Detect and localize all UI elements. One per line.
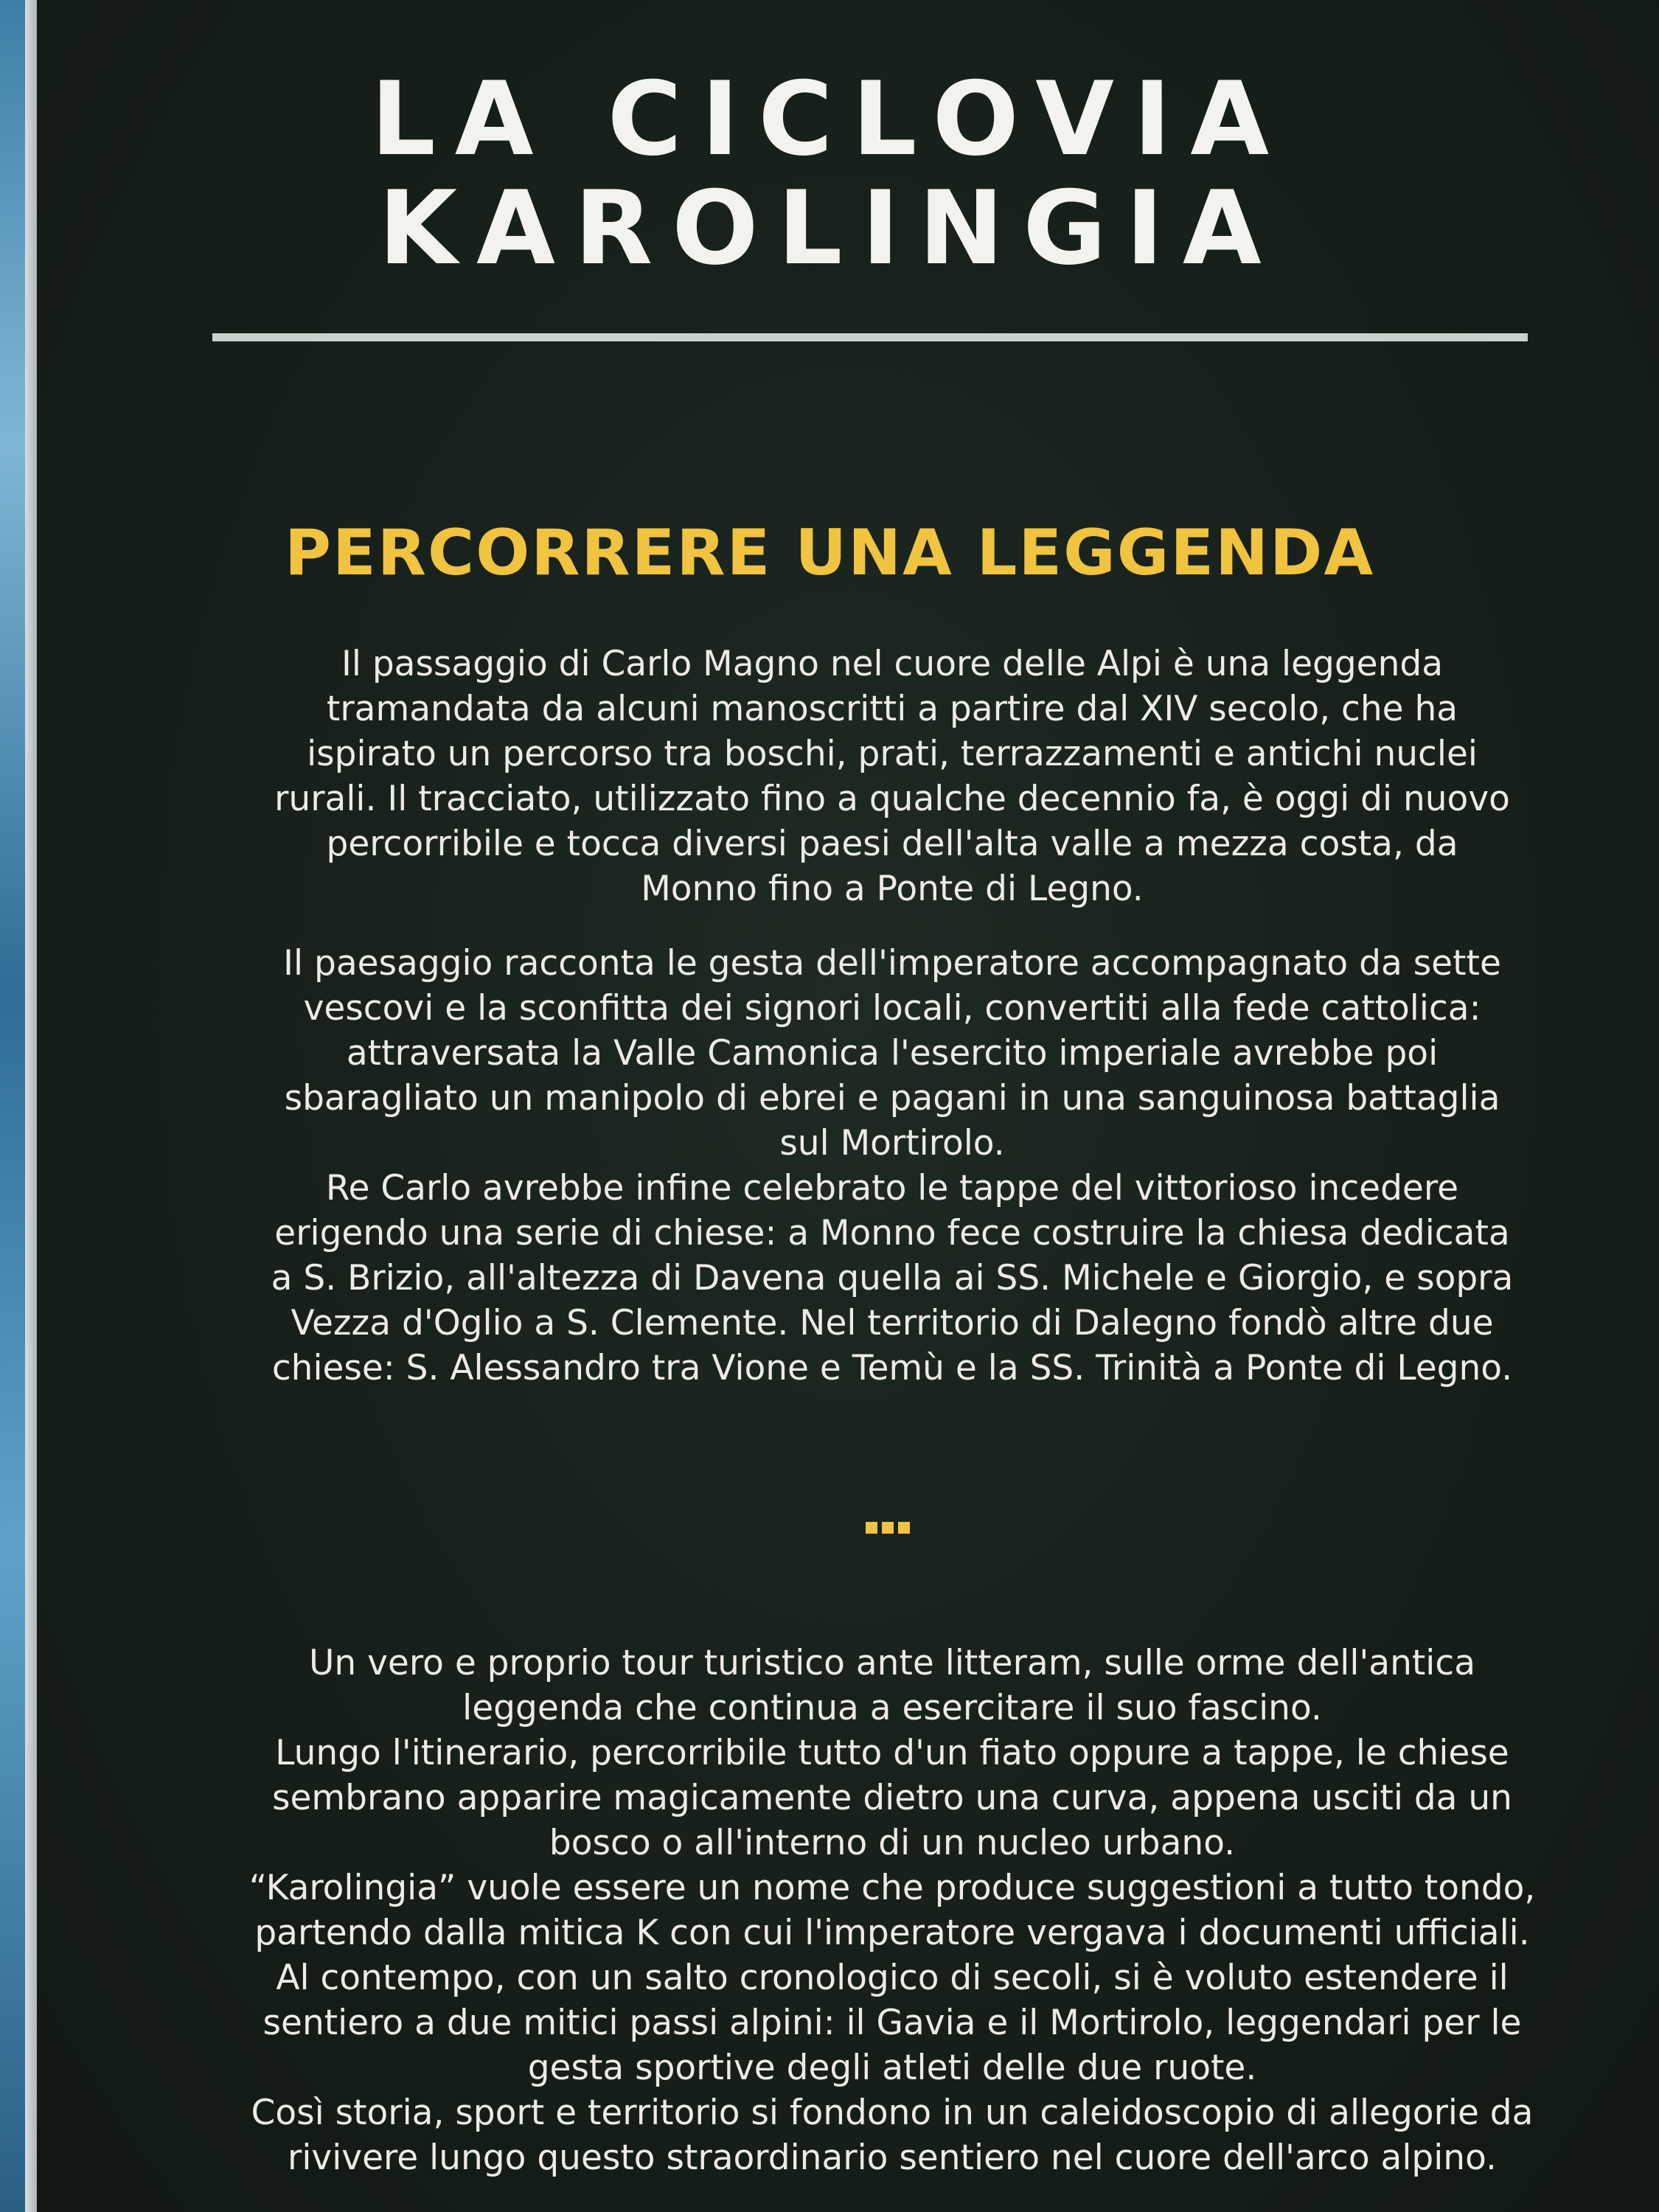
text-line: a S. Brizio, all'altezza di Davena quella ai SS. Michele e Giorgio, e sopra: [271, 1258, 1514, 1298]
text-line: erigendo una serie di chiese: a Monno fece costruire la chiesa dedicata: [274, 1213, 1510, 1253]
text-line: rurali. Il tracciato, utilizzato fino a qualche decennio fa, è oggi di nuovo: [274, 779, 1510, 819]
text-line: Un vero e proprio tour turistico ante litteram, sulle orme dell'antica: [308, 1643, 1476, 1683]
paragraph-history: [212, 641, 1572, 911]
title-divider: [212, 333, 1528, 341]
text-line: Monno fino a Ponte di Legno.: [641, 869, 1144, 909]
text-line: sentiero a due mitici passi alpini: il Gavia e il Mortirolo, leggendari per le: [262, 2003, 1522, 2043]
text-line: attraversata la Valle Camonica l'esercito imperiale avrebbe poi: [346, 1033, 1439, 1074]
text-line: Re Carlo avrebbe infine celebrato le tappe del vittorioso incedere: [325, 1168, 1459, 1208]
text-line: Lungo l'itinerario, percorribile tutto d'un fiato oppure a tappe, le chiese: [275, 1733, 1509, 1773]
text-line: “Karolingia” vuole essere un nome che produce suggestioni a tutto tondo,: [248, 1868, 1536, 1908]
blue-frame-strip: [0, 0, 25, 2212]
separator-dot: [882, 1522, 894, 1534]
text-line: sbaragliato un manipolo di ebrei e pagani in una sanguinosa battaglia: [284, 1078, 1500, 1119]
text-line: chiese: S. Alessandro tra Vione e Temù e la SS. Trinità a Ponte di Legno.: [271, 1348, 1513, 1388]
title-line-1: LA CICLOVIA: [370, 60, 1289, 178]
separator-dot: [898, 1522, 910, 1534]
text-line: percorribile e tocca diversi paesi dell'alta valle a mezza costa, da: [326, 824, 1458, 864]
panel-subtitle: PERCORRERE UNA LEGGENDA: [284, 516, 1375, 590]
info-panel: [37, 0, 1659, 2212]
paragraph-legend: [212, 941, 1572, 1391]
text-line: tramandata da alcuni manoscritti a partire dal XIV secolo, che ha: [326, 689, 1458, 729]
text-line: gesta sportive degli atleti delle due ruote.: [527, 2048, 1257, 2088]
text-line: sul Mortirolo.: [779, 1123, 1005, 1164]
text-line: Il passaggio di Carlo Magno nel cuore delle Alpi è una leggenda: [341, 644, 1444, 684]
metal-frame-edge: [25, 0, 37, 2212]
text-line: Vezza d'Oglio a S. Clemente. Nel territorio di Dalegno fondò altre due: [291, 1303, 1494, 1343]
text-line: vescovi e la sconfitta dei signori locali, convertiti alla fede cattolica:: [303, 988, 1481, 1029]
text-line: ispirato un percorso tra boschi, prati, terrazzamenti e antichi nuclei: [307, 734, 1478, 774]
paragraph-tour: [212, 1641, 1572, 2180]
text-line: Il paesaggio racconta le gesta dell'imperatore accompagnato da sette: [283, 943, 1501, 984]
text-line: leggenda che continua a esercitare il suo fascino.: [462, 1688, 1322, 1728]
separator-dot: [866, 1522, 877, 1534]
separator-dots: [866, 1522, 910, 1534]
text-line: partendo dalla mitica K con cui l'imperatore vergava i documenti ufficiali.: [254, 1913, 1530, 1953]
text-line: Così storia, sport e territorio si fondono in un caleidoscopio di allegorie da: [251, 2093, 1534, 2133]
text-line: Al contempo, con un salto cronologico di secoli, si è voluto estendere il: [276, 1958, 1509, 1998]
text-line: rivivere lungo questo straordinario sentiero nel cuore dell'arco alpino.: [288, 2138, 1497, 2178]
panel-title: [0, 60, 1659, 288]
title-line-2: KAROLINGIA: [378, 169, 1281, 288]
text-line: bosco o all'interno di un nucleo urbano.: [549, 1823, 1236, 1863]
text-line: sembrano apparire magicamente dietro una curva, appena usciti da un: [272, 1778, 1512, 1818]
